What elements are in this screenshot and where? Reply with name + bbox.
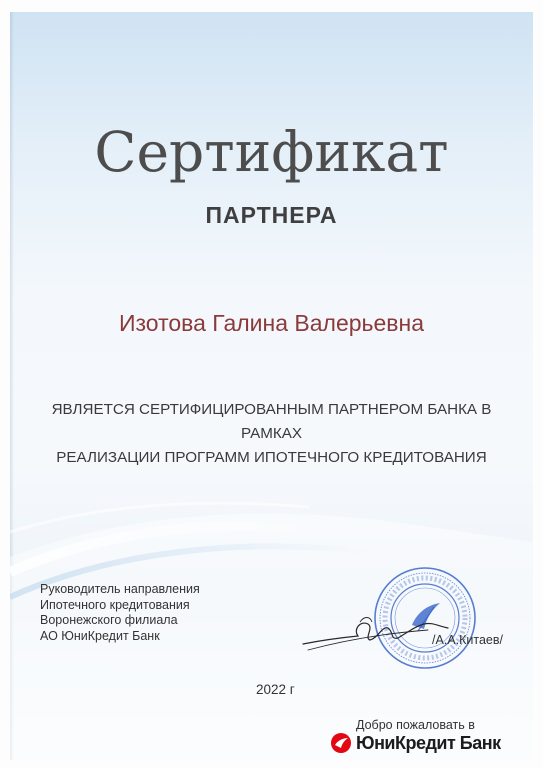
- welcome-text: Добро пожаловать в: [356, 718, 475, 732]
- statement-line-1: ЯВЛЯЕТСЯ СЕРТИФИЦИРОВАННЫМ ПАРТНЕРОМ БАНКА В РАМКАХ: [51, 401, 492, 442]
- handwritten-signature: [298, 602, 458, 662]
- bank-name: ЮниКредит Банк: [356, 732, 501, 753]
- unicredit-logo: [330, 732, 501, 754]
- signer-line-3: Воронежского филиала: [40, 613, 178, 627]
- certificate-subtitle: ПАРТНЕРА: [205, 202, 338, 228]
- statement-line-2: РЕАЛИЗАЦИИ ПРОГРАММ ИПОТЕЧНОГО КРЕДИТОВАНИЯ: [56, 449, 487, 466]
- certificate-statement: [30, 398, 513, 470]
- signer-line-2: Ипотечного кредитования: [40, 597, 190, 612]
- certificate-sheet: [10, 12, 533, 760]
- signer-line-1: Руководитель направления: [40, 582, 200, 596]
- unicredit-logo-icon: [330, 732, 352, 754]
- issue-year: 2022 г: [256, 682, 295, 697]
- signer-line-4: АО ЮниКредит Банк: [40, 628, 160, 643]
- certificate-title: Сертификат: [94, 120, 449, 184]
- signer-position: [40, 582, 200, 644]
- signer-name: /А.А.Китаев/: [432, 633, 503, 647]
- partner-name: Изотова Галина Валерьевна: [118, 310, 425, 336]
